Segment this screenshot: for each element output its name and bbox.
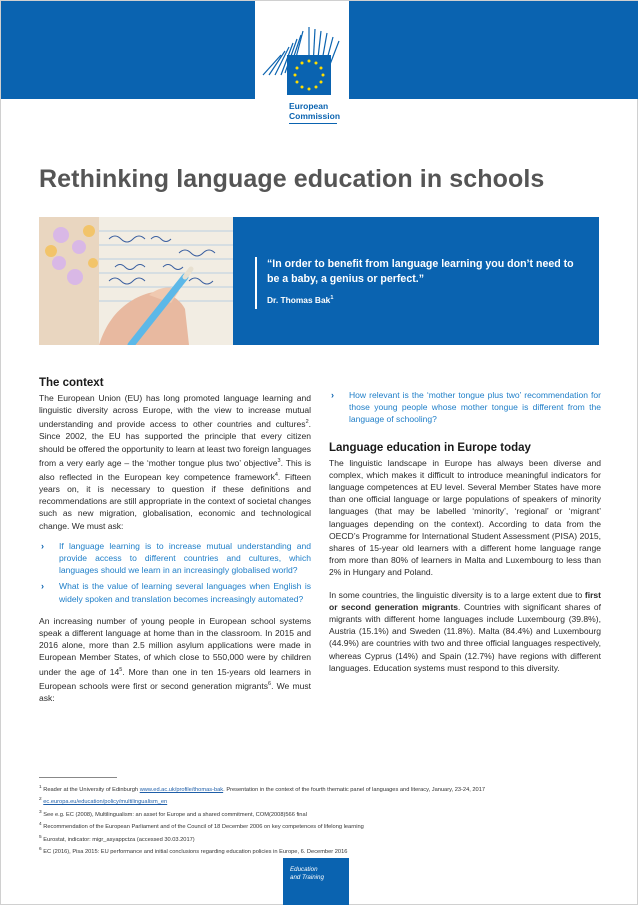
question-text: If language learning is to increase mutual understanding and provide access to different countries and cultures, which languages should we learn in an increasingly globalised world? xyxy=(59,540,311,576)
footnote-number: 2 xyxy=(39,797,42,803)
text-run: An increasing number of young people in European school systems speak a different language at home than in the classroom. In 2015 and 2016 alone, more than 2.5 million asylum applications were made in European Member States, of which close to 550,000 were by children under the age of 14 xyxy=(39,615,311,677)
footnote-number: 3 xyxy=(39,809,42,815)
text-run: . We must ask: xyxy=(39,680,312,703)
footnote-text: Recommendation of the European Parliament and of the Council of 18 December 2006 on key competences of lifelong learning xyxy=(43,824,364,831)
text-run: The European Union (EU) has long promoted language learning and linguistic diversity across Europe, with the view to increase mutual understanding and provide access to other countries and cultures xyxy=(39,393,311,430)
question-list xyxy=(39,540,311,605)
context-paragraph-1 xyxy=(39,392,311,532)
question-list-continued xyxy=(329,389,601,426)
language-paragraph-2 xyxy=(329,589,601,674)
quote-box xyxy=(233,217,599,345)
page-title: Rethinking language education in schools xyxy=(39,165,545,193)
section-heading-language-education: Language education in Europe today xyxy=(329,441,531,454)
footnotes xyxy=(39,783,599,857)
footnote xyxy=(39,795,599,807)
question-text: How relevant is the ‘mother tongue plus two’ recommendation for those young people whose mother tongue is different from the language of schooling? xyxy=(349,390,601,425)
footnote xyxy=(39,783,599,795)
question-text: What is the value of learning several languages when English is widely spoken and translation becomes increasingly automated? xyxy=(59,581,311,604)
chevron-right-icon: › xyxy=(41,581,44,592)
logo-line-european: European xyxy=(289,101,329,111)
footnote-link[interactable]: ec.europa.eu/education/policy/multilingualism_en xyxy=(43,799,168,806)
education-training-badge xyxy=(283,858,349,905)
footnote-text: EC (2016), Pisa 2015: EU performance and initial conclusions regarding education policies in Europe, 6. December 2016 xyxy=(43,848,348,855)
text-run: In some countries, the linguistic diversity is to a large extent due to xyxy=(329,589,585,600)
quote-author-name: Dr. Thomas Bak xyxy=(267,295,331,305)
footnote-number: 5 xyxy=(39,834,42,840)
badge-line: and Training xyxy=(290,874,324,881)
footnote xyxy=(39,808,599,820)
quote-author xyxy=(267,295,333,305)
badge-line: Education xyxy=(290,866,318,873)
logo-underline xyxy=(289,123,337,124)
footnote-ref: 1 xyxy=(330,295,334,302)
quote-text: “In order to benefit from language learning you don’t need to be a baby, a genius or perfect.” xyxy=(267,258,574,285)
context-paragraph-2 xyxy=(39,615,311,704)
section-heading-context: The context xyxy=(39,377,104,389)
question-item xyxy=(329,389,601,426)
footnote xyxy=(39,820,599,832)
question-item xyxy=(39,580,311,604)
footnote-ref: 6 xyxy=(268,680,272,687)
text-run: . This is also reflected in the European key competence framework xyxy=(39,457,312,482)
hero-photo-handwriting xyxy=(39,217,233,345)
footnote-ref: 3 xyxy=(277,457,281,464)
text-run: . Countries with significant shares of migrants with different home languages include Luxembourg (39.8%), Austria (15.1%) and Sweden (11.8%). Malta (84.4%) and Luxembourg (44.9%) are countries with two and three official languages respectively, whereas Cyprus (14%) and Spain (12.7%) have regions with different languages. Education systems must respond to this diversity. xyxy=(329,601,601,673)
footnote-text: See e.g. EC (2008), Multilingualism: an asset for Europe and a shared commitment, COM(2008)566 final xyxy=(43,811,307,818)
left-column xyxy=(39,377,311,712)
quote-bar xyxy=(255,257,257,309)
footnote-number: 4 xyxy=(39,822,42,828)
footnote-link[interactable]: www.ed.ac.uk/profile/thomas-bak xyxy=(139,786,224,793)
right-column xyxy=(329,389,601,682)
text-run: . Fifteen years on, it is necessary to question if these definitions and recommendations are still appropriate in the context of societal changes such as new migration, globalisation, economic and technological change. We must ask: xyxy=(39,471,312,531)
footnote-text: Reader at the University of Edinburgh xyxy=(43,786,140,793)
footnote xyxy=(39,845,599,857)
text-run: . Since 2002, the EU has supported the principle that every citizen should be offered the opportunity to learn at least two foreign languages from a very early age – the ‘mother tongue plus two’ objective xyxy=(39,419,311,468)
hero-photo-illustration-icon xyxy=(39,217,233,345)
chevron-right-icon: › xyxy=(331,390,334,400)
logo-line-commission: Commission xyxy=(289,111,341,121)
text-run: . More than one in ten 15-years old learners in European schools were first or second generation migrants xyxy=(39,666,311,691)
footnote xyxy=(39,833,599,845)
footnote-text: Eurostat, indicator: migr_asyappctza (accessed 30.03.2017) xyxy=(43,836,195,843)
footnote-text: . Presentation in the context of the fourth thematic panel of languages and literacy, January, 23-24, 2017 xyxy=(223,786,486,793)
footnote-number: 6 xyxy=(39,846,42,852)
bold-text-run: first or second generation migrants xyxy=(329,589,601,612)
footnote-rule xyxy=(39,777,117,778)
footnote-ref: 4 xyxy=(274,471,278,478)
language-paragraph-1: The linguistic landscape in Europe has always been diverse and complex, which makes it difficult to introduce meaningful indicators for language competences at EU level. Several Member States have more than one official language or large populations of speakers of minority languages (that may be labelled ‘minority’, ‘regional’ or ‘migrant’ languages depending on the context). According to data from the OECD’s Programme for International Student Assessment (PISA) 2015, shares of 15-year old learners with a different home language range from more than 80% of learners in Malta and Luxembourg to less than 2% in Hungary and Poland. xyxy=(329,457,601,578)
european-commission-logo-icon xyxy=(255,21,349,105)
education-training-label xyxy=(290,866,324,882)
footnote-ref: 5 xyxy=(119,666,123,673)
chevron-right-icon: › xyxy=(41,540,44,551)
logo-wordmark xyxy=(289,101,340,121)
footnote-ref: 2 xyxy=(305,419,309,426)
question-item xyxy=(39,540,311,577)
footnote-number: 1 xyxy=(39,785,42,790)
